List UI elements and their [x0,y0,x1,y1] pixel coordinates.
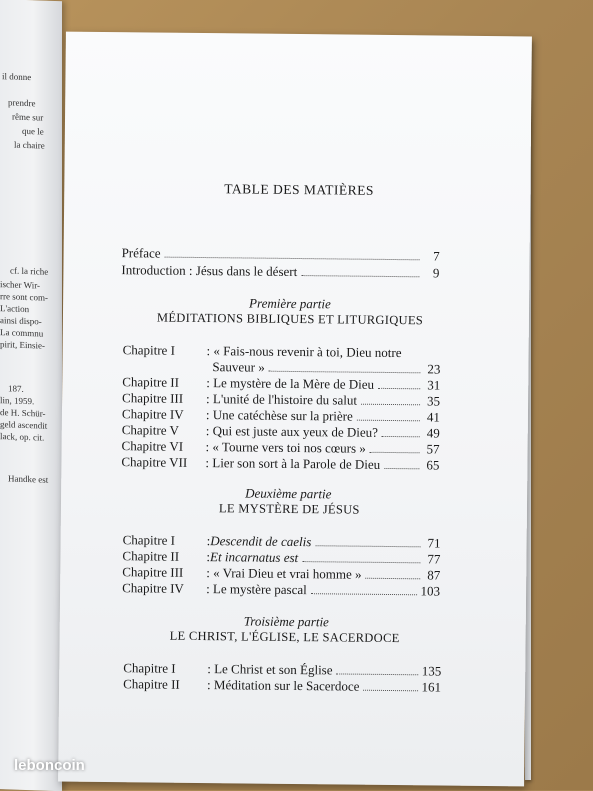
toc-entry-introduction: Introduction : Jésus dans le désert 9 [121,262,440,281]
dot-leader [370,451,420,454]
dot-leader [301,274,419,277]
dot-leader [384,467,419,469]
part-subtitle: Première partie [249,295,331,312]
dot-leader [363,689,417,692]
dot-leader [269,370,421,374]
left-fragment: 187. [8,383,24,394]
leboncoin-watermark-logo: leboncoin [14,757,85,774]
left-fragment: de H. Schür- [0,407,46,419]
chapter-row: Chapitre I : Le Christ et son Église 135 [123,660,442,679]
dot-leader [302,560,420,563]
left-fragment: il donne [2,71,32,83]
dot-leader [361,403,420,406]
chapter-row-continued: Sauveur » 23 [212,359,441,377]
chapter-row: Chapitre II : Le mystère de la Mère de Dieu 31 [122,374,441,393]
left-fragment: Handke est [8,473,49,485]
dot-leader [315,544,420,547]
left-fragment: geld ascendit [0,419,48,431]
left-fragment: cf. la riche [10,265,49,277]
dot-leader [382,435,420,437]
dot-leader [311,592,417,595]
left-fragment: la chaire [14,139,45,151]
dot-leader [366,577,421,580]
left-fragment: que le [22,125,44,137]
toc-title: TABLE DES MATIÈRES [224,181,375,198]
left-fragment: L'action [0,303,30,315]
left-fragment: rême sur [12,111,44,123]
dot-leader [357,419,420,422]
part-subtitle: Troisième partie [243,613,329,630]
toc-entry-preface: Préface 7 [121,245,440,264]
chapter-row: Chapitre III : L'unité de l'histoire du salut 35 [122,390,441,409]
part-heading: LE CHRIST, L'ÉGLISE, LE SACERDOCE [169,628,400,646]
left-page [0,0,62,791]
left-fragment: lin, 1959. [0,395,35,407]
chapter-row: Chapitre II : Méditation sur le Sacerdoce 161 [123,676,442,695]
part-heading: MÉDITATIONS BIBLIQUES ET LITURGIQUES [156,310,424,328]
part-heading: LE MYSTÈRE DE JÉSUS [218,501,360,517]
dot-leader [337,672,418,675]
left-fragment: pirit, Einsie- [0,339,45,351]
left-fragment: lack, op. cit. [0,431,45,443]
left-fragment: ainsi dispo- [0,315,42,327]
part-subtitle: Deuxième partie [245,485,332,502]
chapter-row: Chapitre IV : Le mystère pascal 103 [122,580,441,599]
chapter-row: Chapitre II : Et incarnatus est 77 [122,548,441,567]
left-fragment: La commnu [0,327,44,339]
book-page [58,32,532,787]
chapter-row: Chapitre V : Qui est juste aux yeux de Dieu? 49 [121,422,440,441]
dot-leader [165,256,420,261]
left-fragment: prendre [8,97,36,109]
chapter-row: Chapitre VII : Lier son sort à la Parole de Dieu 65 [121,454,440,473]
left-fragment: ischer Wir- [0,279,41,291]
chapter-row: Chapitre III : « Vrai Dieu et vrai homme » 87 [122,564,441,583]
chapter-row: Chapitre I : Descendit de caelis 71 [122,532,441,551]
dot-leader [378,387,420,389]
chapter-row: Chapitre I : « Fais-nous revenir à toi, Dieu notre [122,342,402,361]
chapter-row: Chapitre VI : « Tourne vers toi nos cœurs » 57 [121,438,440,457]
left-fragment: rre sont com- [0,291,48,303]
chapter-row: Chapitre IV : Une catéchèse sur la prière 41 [121,406,441,425]
